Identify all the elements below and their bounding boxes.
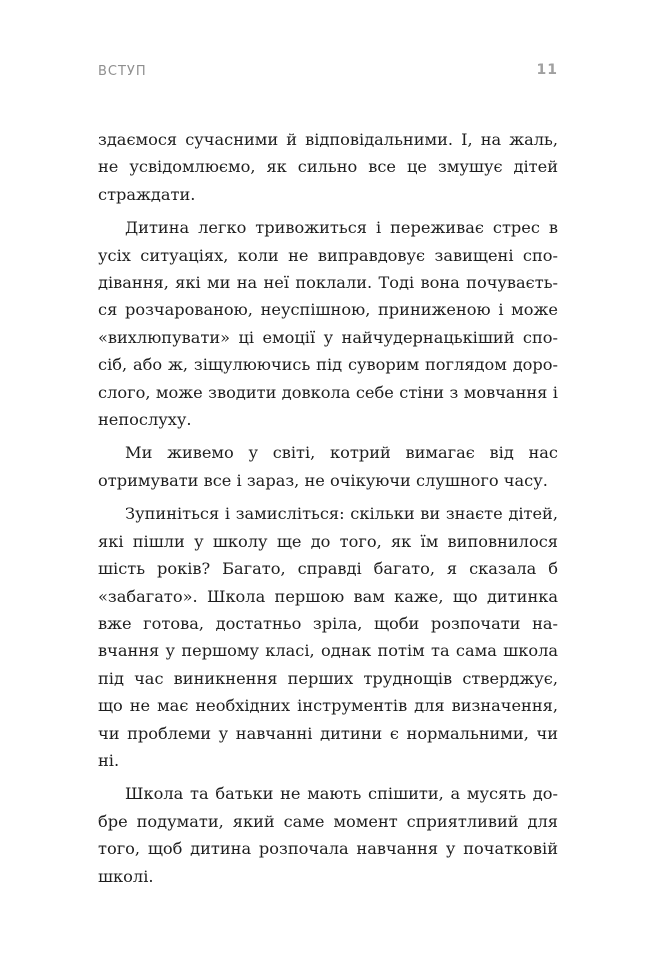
paragraph: Зупиніться і замисліться: скільки ви знаєте дітей, які пішли у школу ще до того, як їм виповнилося шість років? Багато, справді багато, я сказала б «забагато». Школа першою вам каже, що дитинка вже готова, достатньо зріла, щоби розпочати навчання у першому класі, однак потім та сама школа під час виникнення перших труднощів стверджує, що не має необхідних інструментів для визначення, чи проблеми у навчанні дитини є нормальними, чи ні.	[98, 504, 558, 770]
paragraph: Дитина легко тривожиться і переживає стрес в усіх ситуаціях, коли не виправдовує завищені сподівання, які ми на неї поклали. Тоді вона почувається розчарованою, неуспішною, приниженою і може «вихлюпувати» ці емоції у найчудернацькіший спосіб, або ж, зіщулюючись під суворим поглядом дорослого, може зводити довкола себе стіни з мовчання і непослуху.	[98, 218, 558, 430]
running-head: ВСТУП	[98, 64, 147, 79]
paragraph: Ми живемо у світі, котрий вимагає від нас отримувати все і зараз, не очікуючи слушного часу.	[98, 443, 558, 490]
page-number: 11	[536, 62, 558, 78]
body-text	[98, 126, 558, 890]
paragraph: здаємося сучасними й відповідальними. І, на жаль, не усвідомлюємо, як сильно все це змушує дітей страждати.	[98, 130, 558, 204]
paragraph: Школа та батьки не мають спішити, а мусять добре подумати, який саме момент сприятливий для того, щоб дитина розпочала навчання у початковій школі.	[98, 784, 558, 886]
